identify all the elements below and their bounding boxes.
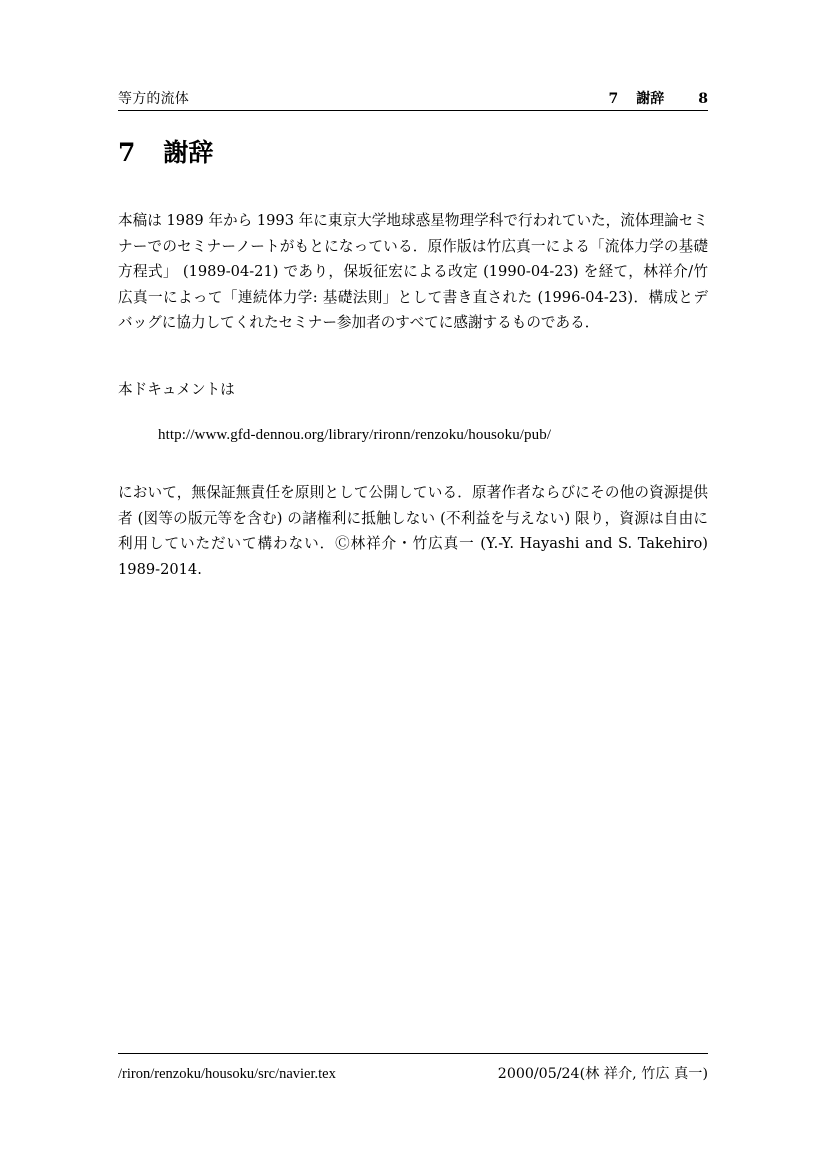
header-document-title: 等方的流体 — [118, 91, 189, 107]
section-number: 7 — [118, 138, 136, 167]
header-section-info — [609, 88, 709, 108]
paragraph-acknowledgement: 本稿は 1989 年から 1993 年に東京大学地球惑星物理学科で行われていた，流体理論セミナーでのセミナーノートがもとになっている．原作版は竹広真一による「流体力学の基礎方程式」 (1989-04-21) であり，保坂征宏による改定 (1990-04-23) を経て，林祥介/竹広真一によって「連続体力学: 基礎法則」として書き直された (1996-04-23)．構成とデバッグに協力してくれたセミナー参加者のすべてに感謝するものである． — [118, 212, 708, 331]
running-header — [118, 88, 708, 108]
header-section-title: 謝辞 — [636, 91, 665, 107]
footer-source-path: /riron/renzoku/housoku/src/navier.tex — [118, 1066, 336, 1082]
paragraph-document-intro: 本ドキュメントは — [118, 381, 235, 398]
footer-date-authors: 2000/05/24(林 祥介, 竹広 真一) — [497, 1066, 708, 1082]
header-section-number: 7 — [608, 91, 619, 107]
page-title — [118, 133, 213, 169]
page-footer — [118, 1063, 708, 1083]
header-divider — [118, 110, 708, 111]
document-url-link[interactable]: http://www.gfd-dennou.org/library/rironn/renzoku/housoku/pub/ — [158, 427, 552, 443]
paragraph-license: において，無保証無責任を原則として公開している．原著作者ならびにその他の資源提供者 (図等の版元等を含む) の諸権利に抵触しない (不利益を与えない) 限り，資源は自由に利用していただいて構わない．Ⓒ林祥介・竹広真一 (Y.-Y. Hayashi and S. Takehiro) 1989-2014. — [118, 484, 708, 578]
footer-divider — [118, 1053, 708, 1054]
header-page-number: 8 — [698, 91, 708, 107]
section-heading-text: 謝辞 — [163, 138, 214, 167]
